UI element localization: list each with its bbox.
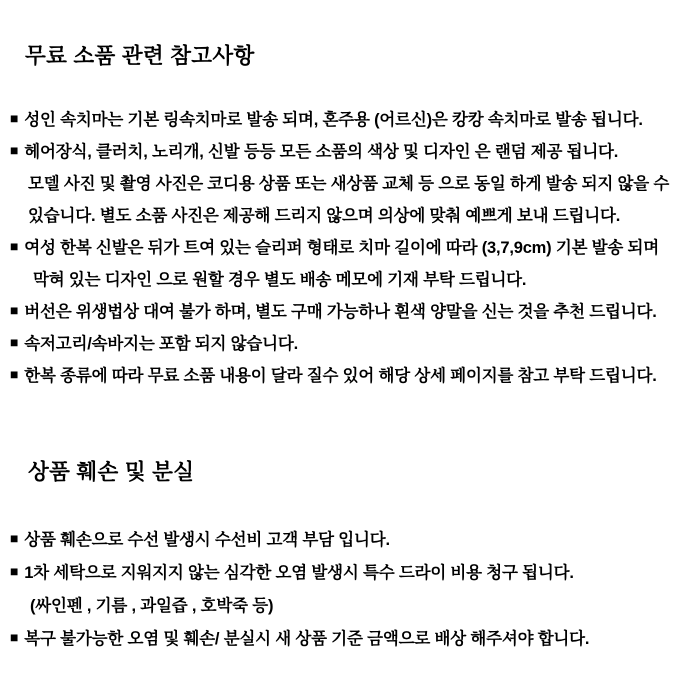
notice-line-text: 여성 한복 신발은 뒤가 트여 있는 슬리퍼 형태로 치마 길이에 따라 (3,7,9cm) 기본 발송 되며 <box>24 239 660 257</box>
notice-line <box>0 555 700 588</box>
notice-line-text: 속저고리/속바지는 포함 되지 않습니다. <box>24 335 299 353</box>
notice-line-text: (싸인펜 , 기름 , 과일즙 , 호박죽 등) <box>30 596 274 615</box>
bullet-square-icon: ■ <box>10 366 19 382</box>
notice-line-text: 모델 사진 및 촬영 사진은 코디용 상품 또는 새상품 교체 등 으로 동일 하게 발송 되지 않을 수 <box>28 175 670 193</box>
notice-line <box>0 294 700 326</box>
bullet-square-icon: ■ <box>10 334 19 350</box>
notice-line <box>0 230 700 262</box>
bullet-square-icon: ■ <box>10 563 19 580</box>
bullet-square-icon: ■ <box>10 142 19 158</box>
notice-line-text: 버선은 위생법상 대여 불가 하며, 별도 구매 가능하나 흰색 양말을 신는 것을 추천 드립니다. <box>24 303 657 321</box>
notice-line-text: 1차 세탁으로 지워지지 않는 심각한 오염 발생시 특수 드라이 비용 청구 됩니다. <box>24 564 574 583</box>
section-title-free-items: 무료 소품 관련 참고사항 <box>25 44 255 68</box>
notice-line <box>0 262 700 294</box>
bullet-square-icon: ■ <box>10 302 19 318</box>
notice-line <box>0 134 700 166</box>
notice-line-text: 상품 훼손으로 수선 발생시 수선비 고객 부담 입니다. <box>24 531 390 550</box>
notice-line <box>0 166 700 198</box>
notice-line-text: 헤어장식, 클러치, 노리개, 신발 등등 모든 소품의 색상 및 디자인 은 랜덤 제공 됩니다. <box>24 143 619 161</box>
bullet-square-icon: ■ <box>10 530 19 547</box>
notice-line <box>0 588 700 621</box>
notice-line <box>0 358 700 390</box>
notice-line <box>0 326 700 358</box>
notice-line-text: 있습니다. 별도 소품 사진은 제공해 드리지 않으며 의상에 맞춰 예쁘게 보내 드립니다. <box>28 207 621 225</box>
notice-line-text: 복구 불가능한 오염 및 훼손/ 분실시 새 상품 기준 금액으로 배상 해주셔야 합니다. <box>24 629 590 648</box>
notice-line <box>0 522 700 555</box>
notice-line <box>0 102 700 134</box>
free-items-lines <box>0 102 700 390</box>
bullet-square-icon: ■ <box>10 628 19 645</box>
damage-loss-lines <box>0 522 700 653</box>
notice-line-text: 막혀 있는 디자인 으로 원할 경우 별도 배송 메모에 기재 부탁 드립니다. <box>33 271 527 289</box>
notice-line-text: 한복 종류에 따라 무료 소품 내용이 달라 질수 있어 해당 상세 페이지를 참고 부탁 드립니다. <box>24 367 657 385</box>
section-title-damage-loss: 상품 훼손 및 분실 <box>28 460 195 484</box>
notice-line <box>0 620 700 653</box>
bullet-square-icon: ■ <box>10 238 19 254</box>
notice-line-text: 성인 속치마는 기본 링속치마로 발송 되며, 혼주용 (어르신)은 캉캉 속치마로 발송 됩니다. <box>24 111 643 129</box>
bullet-square-icon: ■ <box>10 110 19 126</box>
notice-line <box>0 198 700 230</box>
